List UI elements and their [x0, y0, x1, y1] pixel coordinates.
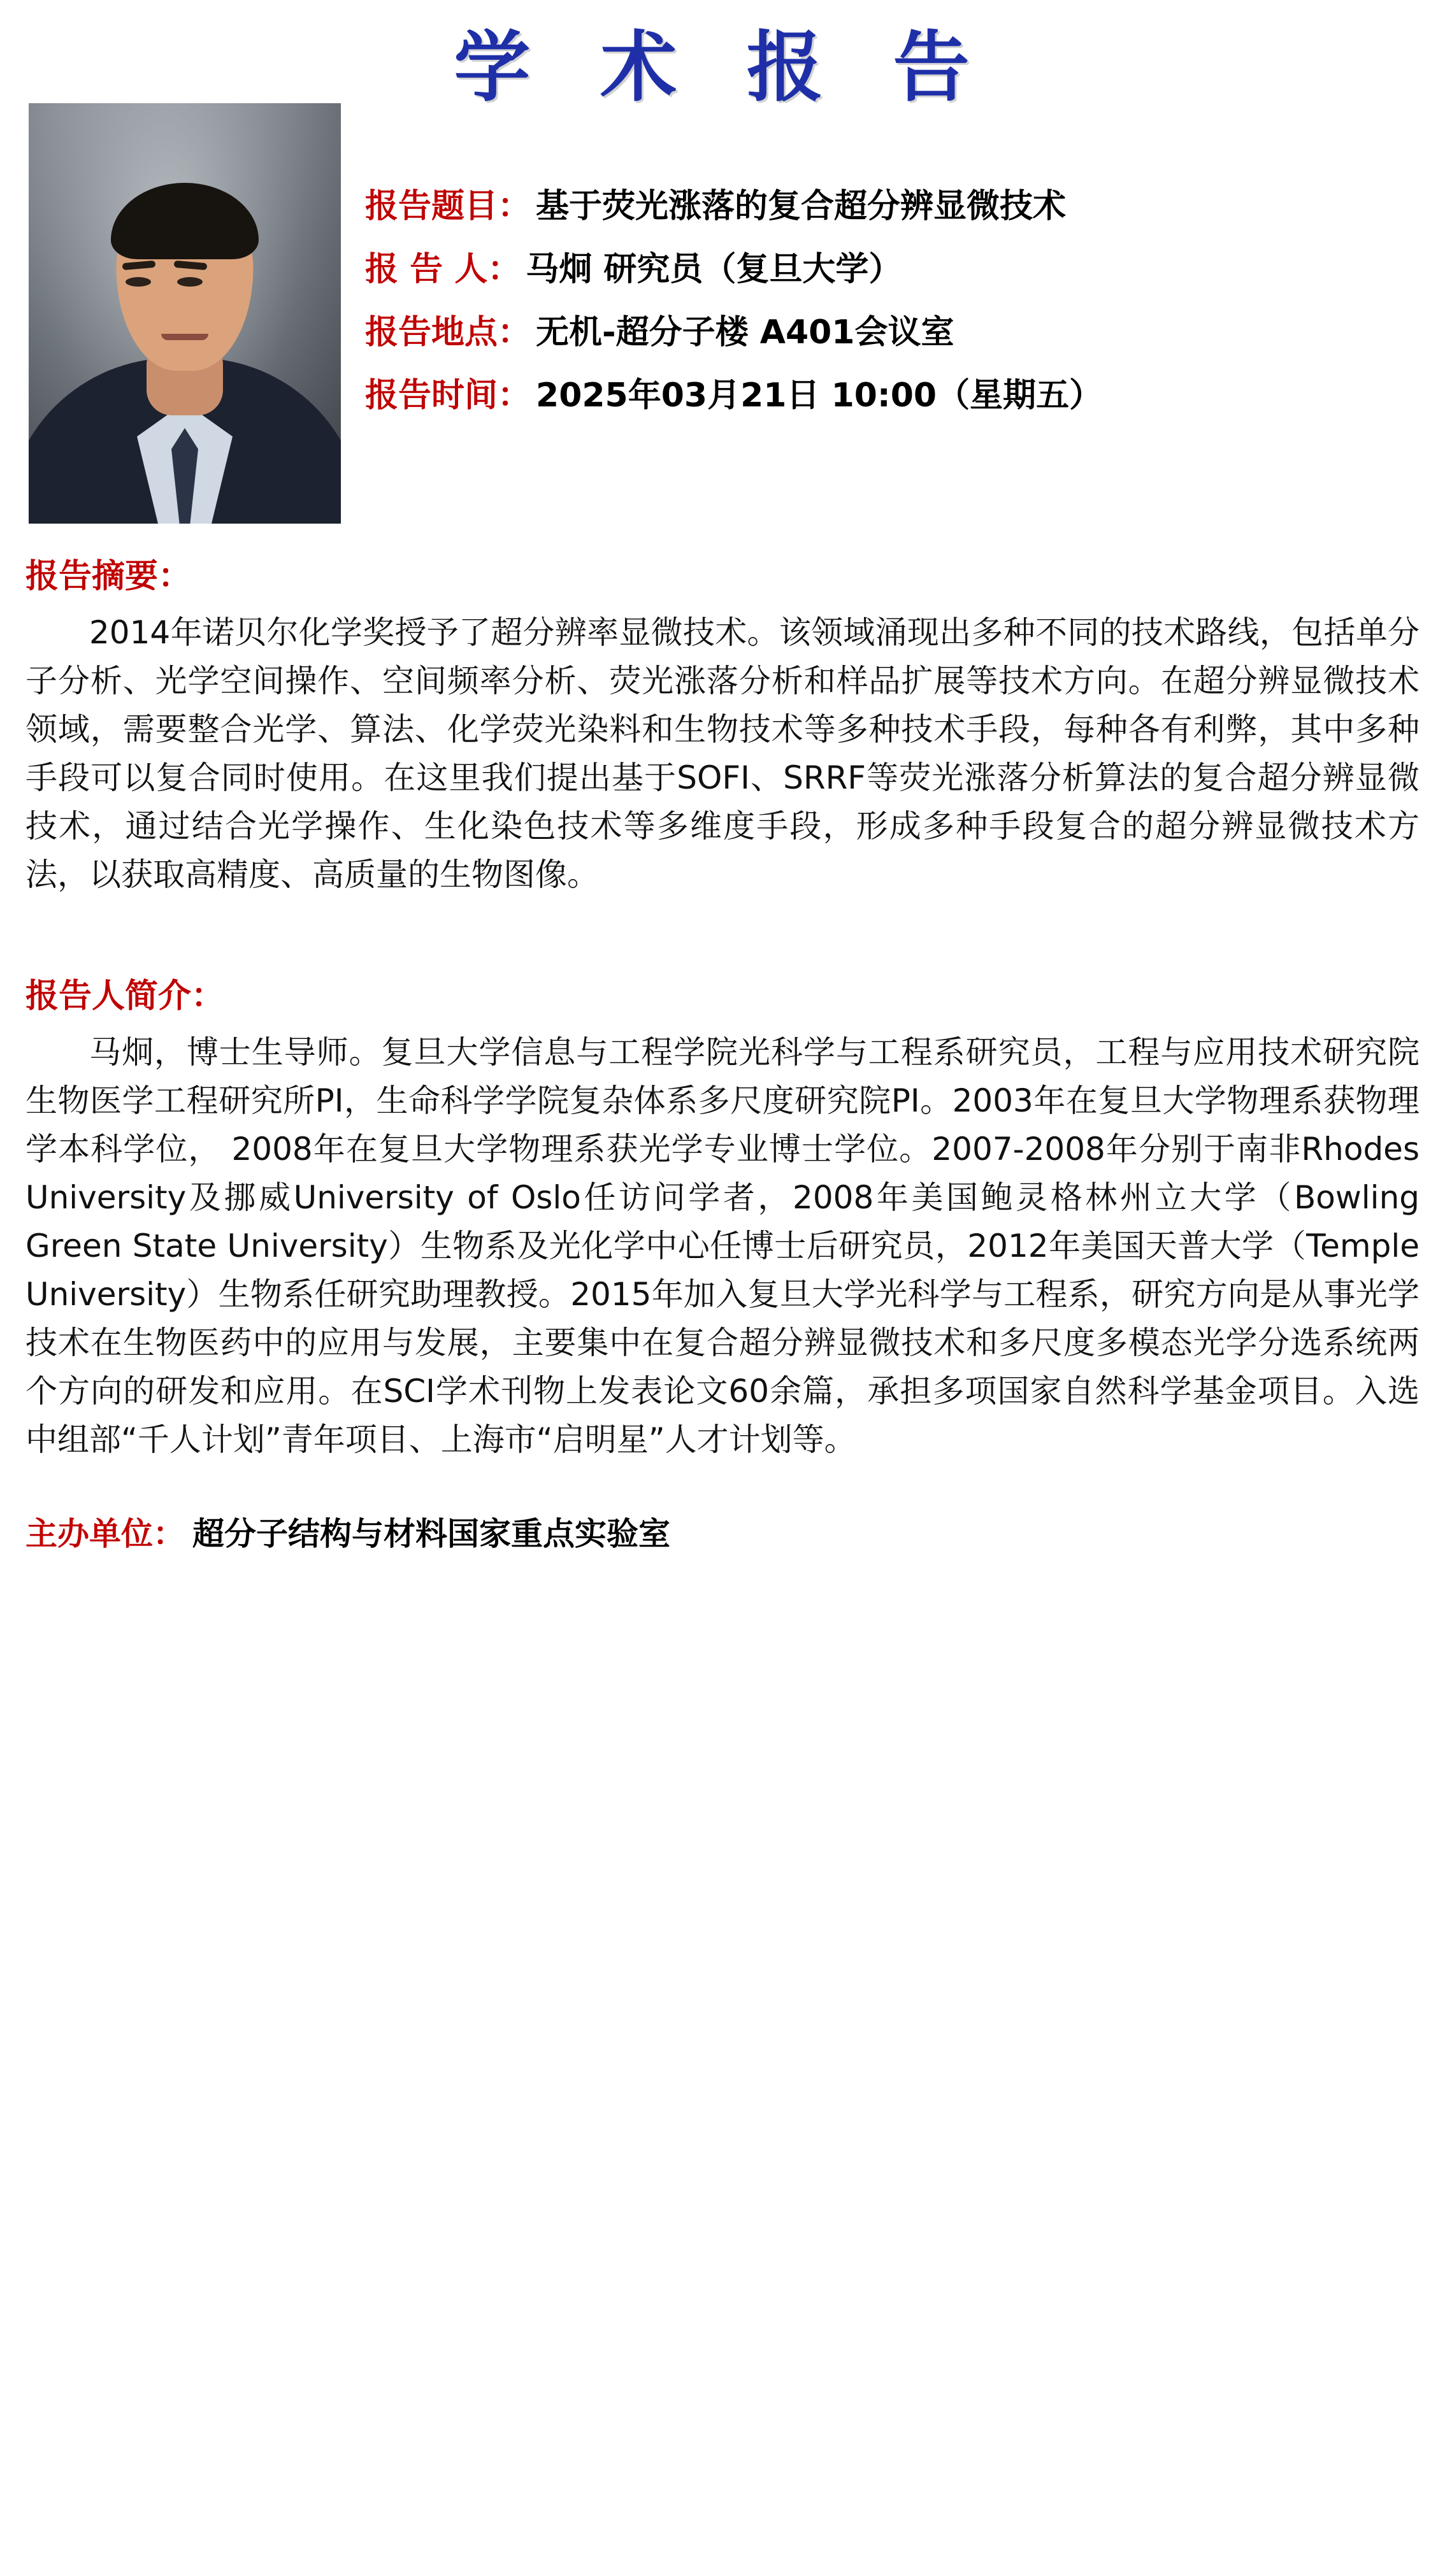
- portrait-eye-right: [177, 277, 203, 287]
- detail-row-topic: [365, 186, 1420, 227]
- detail-row-venue: [365, 312, 1420, 354]
- detail-value-venue: 无机-超分子楼 A401会议室: [536, 313, 954, 352]
- abstract-text: 2014年诺贝尔化学奖授予了超分辨率显微技术。该领域涌现出多种不同的技术路线，包括单分子分析、光学空间操作、空间频率分析、荧光涨落分析和样品扩展等技术方向。在超分辨显微技术领域，需要整合光学、算法、化学荧光染料和生物技术等多种技术手段，每种各有利弊，其中多种手段可以复合同时使用。在这里我们提出基于SOFI、SRRF等荧光涨落分析算法的复合超分辨显微技术，通过结合光学操作、生化染色技术等多维度手段，形成多种手段复合的超分辨显微技术方法，以获取高精度、高质量的生物图像。: [25, 614, 1420, 893]
- detail-value-topic: 基于荧光涨落的复合超分辨显微技术: [536, 187, 1067, 225]
- portrait-eye-left: [126, 277, 151, 287]
- biography-text: 马炯，博士生导师。复旦大学信息与工程学院光科学与工程系研究员，工程与应用技术研究院生物医学工程研究所PI，生命科学学院复杂体系多尺度研究院PI。2003年在复旦大学物理系获物理学本科学位， 2008年在复旦大学物理系获光学专业博士学位。2007-2008年分别于南非Rhodes University及挪威University of Oslo任访问学者，2008年美国鲍灵格林州立大学（Bowling Green State University）生物系及光化学中心任博士后研究员，2012年美国天普大学（Temple University）生物系任研究助理教授。2015年加入复旦大学光科学与工程系，研究方向是从事光学技术在生物医药中的应用与发展，主要集中在复合超分辨显微技术和多尺度多模态光学分选系统两个方向的研发和应用。在SCI学术刊物上发表论文60余篇，承担多项国家自然科学基金项目。入选中组部“千人计划”青年项目、上海市“启明星”人才计划等。: [25, 1034, 1420, 1458]
- detail-label-topic: 报告题目：: [365, 187, 531, 225]
- detail-value-speaker: 马炯 研究员（复旦大学）: [526, 250, 902, 289]
- organizer-value: 超分子结构与材料国家重点实验室: [192, 1515, 670, 1552]
- detail-label-speaker: 报 告 人：: [365, 250, 521, 289]
- detail-label-time: 报告时间：: [365, 376, 531, 415]
- biography-section: [25, 969, 1420, 1464]
- detail-row-speaker: [365, 249, 1420, 290]
- organizer-label: 主办单位：: [25, 1515, 185, 1552]
- abstract-heading: 报告摘要：: [25, 557, 192, 596]
- speaker-photo-wrapper: [29, 103, 341, 524]
- organizer-footer: [25, 1508, 1420, 1554]
- portrait-mouth: [161, 334, 208, 340]
- section-spacer: [25, 899, 1420, 943]
- page-title: 学 术 报 告: [454, 22, 991, 112]
- header-block: [25, 97, 1420, 524]
- abstract-section: [25, 549, 1420, 899]
- title-row: [25, 19, 1420, 110]
- detail-value-time: 2025年03月21日 10:00（星期五）: [536, 376, 1103, 415]
- speaker-portrait-image: [29, 103, 341, 524]
- detail-label-venue: 报告地点：: [365, 313, 531, 352]
- detail-row-time: [365, 375, 1420, 417]
- talk-details: [341, 97, 1420, 438]
- biography-heading: 报告人简介：: [25, 977, 225, 1015]
